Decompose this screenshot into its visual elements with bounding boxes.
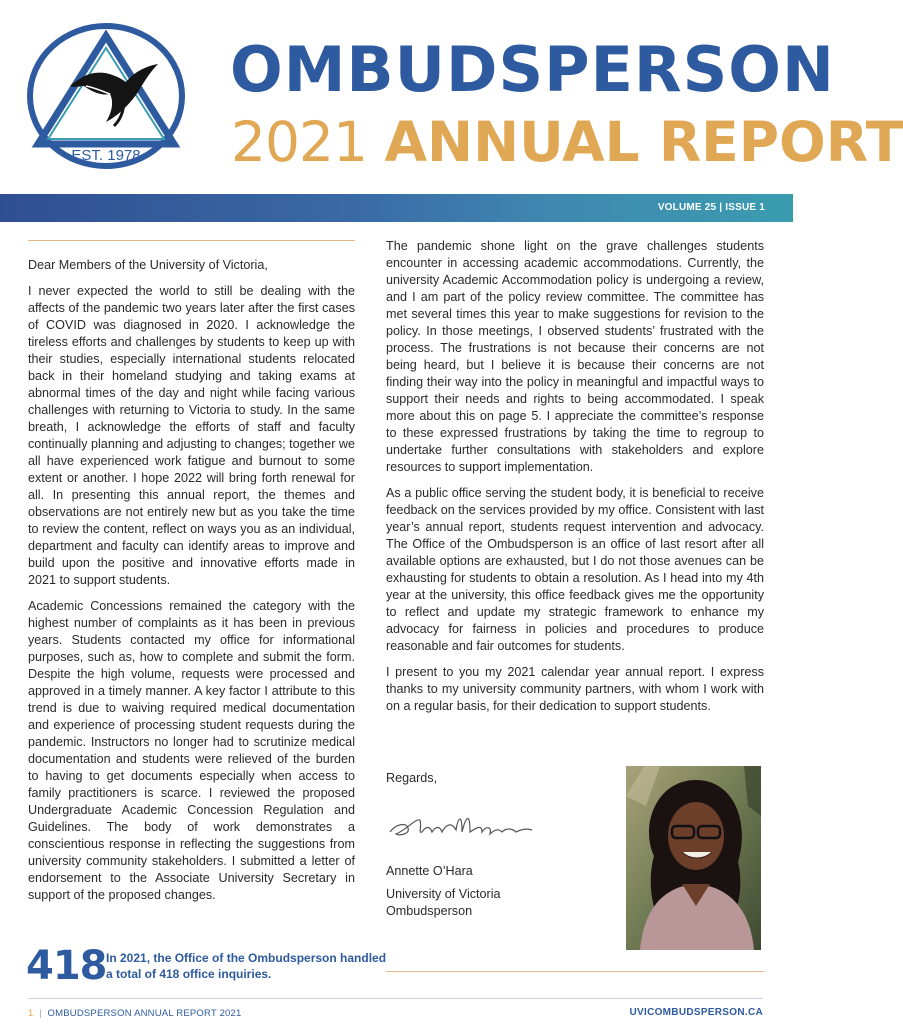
paragraph: The pandemic shone light on the grave challenges students encounter in accessing academic accommodations. Currently, the university Academic Accommodation policy is undergoing a review, and I am part of the policy review committee. The committee has met several times this year to make suggestions for revision to the policy. In those meetings, I observed students’ frustrated with the process. The frustrations is not because their concerns are not being heard, but I believe it is because their concerns are not finding their way into the policy in meaningful and impactful ways to support their needs and rights to being accommodated. I speak more about this on page 5. I appreciate the committee’s response to these expressed frustrations by taking the time to regroup to undertake further consultations with stakeholders and explore resources to support implementation. [386,239,764,474]
footer-label: 1 | OMBUDSPERSON ANNUAL REPORT 2021 [28,1008,242,1019]
author-photo [626,766,761,950]
left-column-divider [28,240,355,241]
right-column [386,238,764,724]
report-year: 2021 [231,110,367,174]
dove-triangle-logo [26,22,186,170]
footer-divider [28,998,763,999]
header-band [0,194,793,222]
paragraph: I never expected the world to still be dealing with the affects of the pandemic two years later after the first cases of COVID was diagnosed in 2020. I acknowledge the tireless efforts and challenges by students to keep up with their studies, especially international students relocated back in their homeland studying and taking exams at abnormal times of the day and night while facing various challenges with returning to Victoria to study. In the same breath, I acknowledge the efforts of staff and faculty continually planning and adjusting to changes; together we all have experienced work fatigue and burnout to some extent or another. I hope 2022 will bring forth renewal for all. In presenting this annual report, the themes and observations are not entirely new but as you take the time to review the content, reflect on ways you as an individual, department and faculty can identify areas to improve and build upon the positive and innovative efforts made in 2021 to support students. [28,284,355,587]
volume-issue-label: VOLUME 25 | ISSUE 1 [657,202,765,213]
stat-number: 418 [26,943,107,989]
right-column-divider [386,971,764,972]
footer-website-link[interactable]: UVICOMBUDSPERSON.CA [629,1007,763,1018]
handwritten-signature [386,806,556,846]
author-org: University of Victoria [386,887,501,901]
author-name: Annette O’Hara [386,864,473,878]
author-role: Ombudsperson [386,904,473,918]
footer-title: OMBUDSPERSON ANNUAL REPORT 2021 [47,1008,242,1019]
page-title: OMBUDSPERSON [230,33,835,106]
salutation: Dear Members of the University of Victoria, [28,258,268,272]
left-column [28,257,355,913]
page-subtitle [231,112,903,172]
paragraph: I present to you my 2021 calendar year annual report. I express thanks to my university community partners, with whom I work with on a regular basis, for their dedication to support students. [386,665,764,713]
regards-label: Regards, [386,771,438,785]
report-type: ANNUAL REPORT [384,110,903,174]
page-number: 1 [28,1008,34,1019]
stat-text: In 2021, the Office of the Ombudsperson handled a total of 418 office inquiries. [106,951,387,981]
est-year-label: EST. 1978 [71,147,141,164]
paragraph: As a public office serving the student body, it is beneficial to receive feedback on the services provided by my office. Consistent with last year’s annual report, students request intervention and advocacy. The Office of the Ombudsperson is an office of last resort after all available options are exhausted, but I do not those avenues can be exhausting for students to obtain a resolution. As I head into my 4th year at the university, this office feedback gives me the opportunity to reflect and update my strategic framework to enhance my advocacy for fairness in policies and procedures to produce reasonable and fair outcomes for students. [386,486,764,653]
paragraph: Academic Concessions remained the category with the highest number of complaints as it has been in previous years. Students contacted my office for informational purposes, such as, how to complete and submit the form. Despite the high volume, requests were processed and approved in a timely manner. A key factor I attribute to this trend is due to waiving required medical documentation and experience of processing student requests during the pandemic. Instructors no longer had to scrutinize medical documentation and students were relieved of the burden to having to get documents especially when access to family practitioners is scarce. I reviewed the proposed Undergraduate Academic Concession Regulation and Guidelines. The body of work demonstrates a conscientious response in reflecting the suggestions from university community stakeholders. I submitted a letter of endorsement to the Associate University Secretary in support of the proposed changes. [28,599,355,902]
